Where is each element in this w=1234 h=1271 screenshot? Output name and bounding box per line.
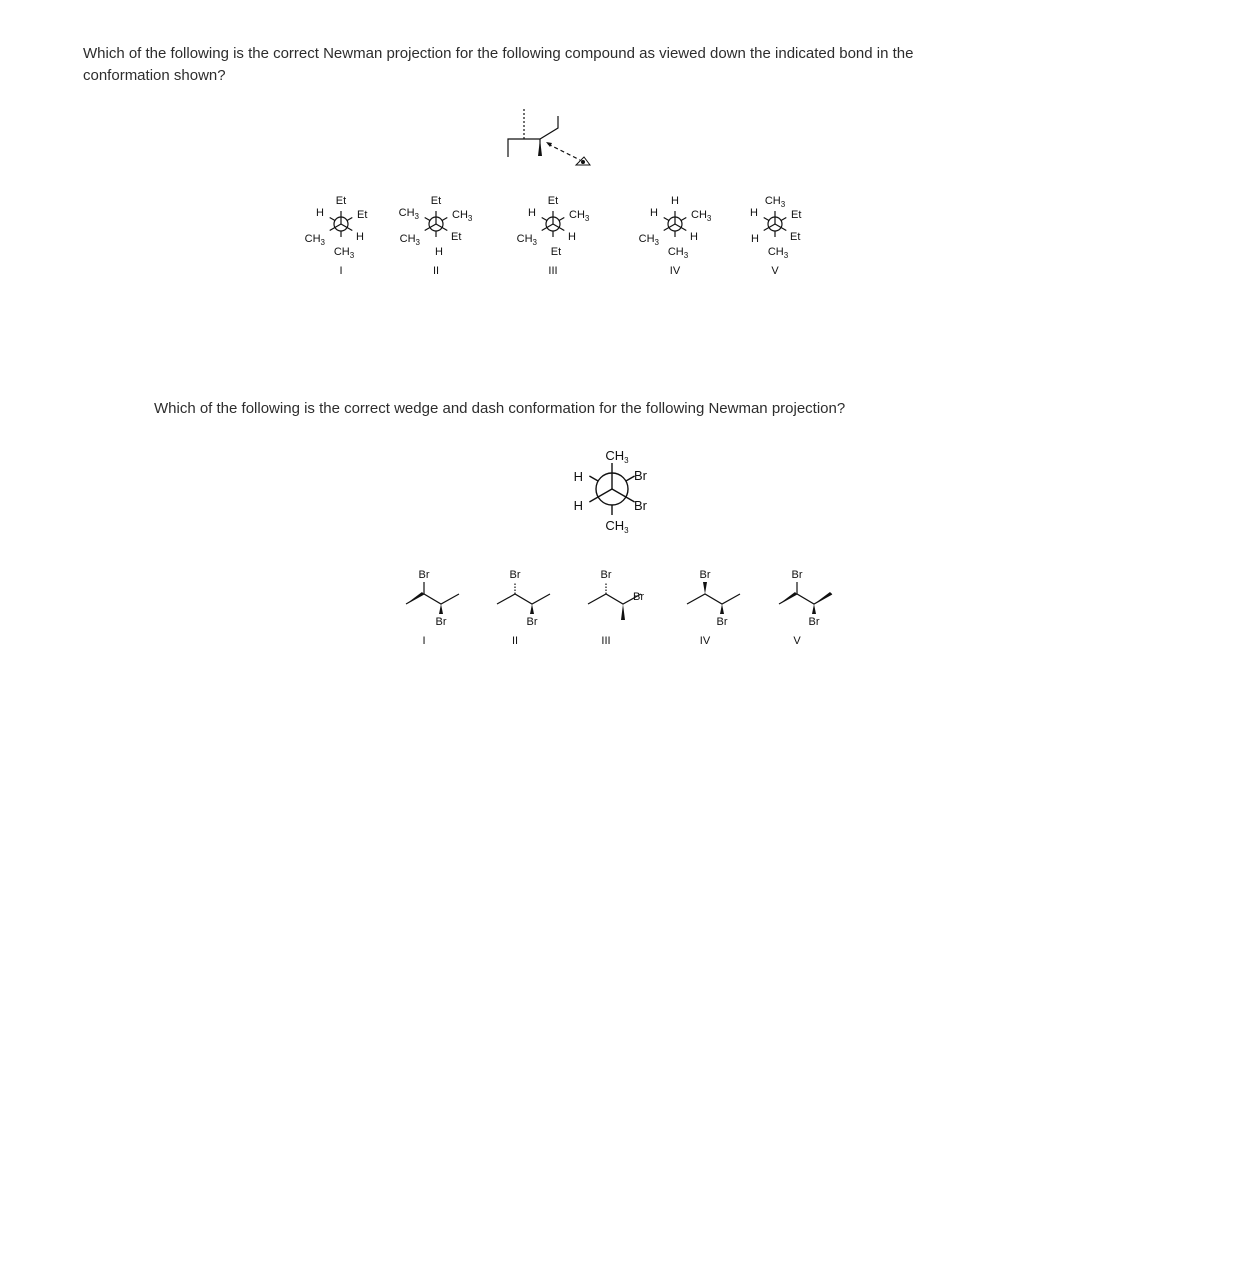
option-numeral: I [422,635,426,647]
option-numeral: III [548,265,558,277]
wedge-bond [621,604,625,620]
option-numeral: V [771,265,779,277]
label-bottom: Et [550,246,562,258]
wedge-bond [406,592,424,604]
label-top-br: Br [418,569,430,581]
label-bottom-br: Br [435,616,447,628]
label-upper-right: Br [634,468,647,483]
label-lower-right: Et [451,231,462,243]
label-upper-right: Et [791,209,802,221]
label-upper-left: H [316,207,324,219]
label-top: H [671,195,679,207]
label-bottom-br: Br [808,616,820,628]
wedge-bond [703,582,707,594]
wedge-bond [779,592,797,604]
label-lower-right: Et [790,231,801,243]
label-top: Et [335,195,347,207]
wedge-bond [814,592,832,604]
label-lower-left: $CH_3$ [399,233,420,247]
label-upper-right: $CH_3$ [691,209,712,223]
label-bottom: $CH_3$ [605,518,629,535]
label-upper-right: $CH_3$ [452,209,473,223]
label-upper-left: $CH_3$ [398,207,419,221]
label-upper-right: Et [357,209,368,221]
wedge-dash-option-2[interactable] [497,569,550,647]
label-top: Et [547,195,559,207]
label-bottom: $CH_3$ [767,246,789,260]
label-lower-right: Br [634,498,647,513]
label-bottom-br: Br [716,616,728,628]
label-top-br: Br [509,569,521,581]
label-upper-left: H [573,469,583,484]
wedge-dash-option-3[interactable] [588,569,644,647]
label-lower-left: $CH_3$ [638,233,659,247]
label-lower-right: H [356,231,364,243]
label-lower-left: $CH_3$ [516,233,537,247]
carbon-backbone [687,594,740,604]
label-top: $CH_3$ [605,448,629,465]
option-numeral: I [339,265,343,277]
label-bottom-br: Br [526,616,538,628]
label-upper-left: H [750,207,758,219]
label-lower-right: H [690,231,698,243]
option-numeral: IV [699,635,711,647]
label-lower-left: H [573,498,583,513]
wedge-dash-option-5[interactable] [779,569,832,647]
label-lower-right: H [568,231,576,243]
label-upper-left: H [528,207,536,219]
label-upper-left: H [650,207,658,219]
carbon-backbone [497,594,550,604]
label-top-br: Br [699,569,711,581]
question-1-text: Which of the following is the correct Newman projection for the following compound as viewed down the indicated bond in the conformation shown? [83,45,914,84]
label-top: $CH_3$ [764,195,786,209]
option-numeral: V [793,635,801,647]
label-top-br: Br [791,569,803,581]
wedge-dash-option-1[interactable] [406,569,459,647]
label-bottom: $CH_3$ [667,246,689,260]
label-upper-right: $CH_3$ [569,209,590,223]
label-lower-left: H [751,233,759,245]
option-numeral: III [601,635,611,647]
label-top: Et [430,195,442,207]
q2-newman-projection [574,448,648,535]
option-numeral: IV [669,265,681,277]
question-2-text: Which of the following is the correct wedge and dash conformation for the following Newman projection? [154,400,846,417]
wedge-bond [530,604,534,614]
wedge-bond [439,604,443,614]
option-numeral: II [432,265,440,277]
wedge-dash-option-4[interactable] [687,569,740,647]
label-bottom: $CH_3$ [333,246,355,260]
label-bottom: H [435,246,443,258]
label-lower-left: $CH_3$ [304,233,325,247]
label-top-br: Br [600,569,612,581]
option-numeral: II [511,635,519,647]
label-bottom-br: Br [633,591,644,603]
wedge-bond [812,604,816,614]
wedge-bond [720,604,724,614]
